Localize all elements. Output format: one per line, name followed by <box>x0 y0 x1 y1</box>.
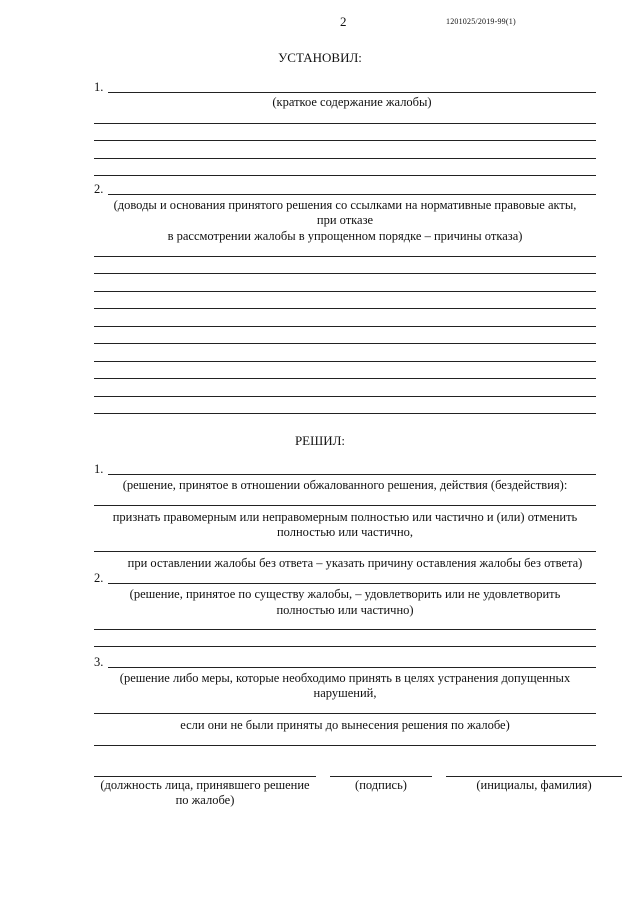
fill-line <box>94 343 596 344</box>
established-item1-caption: (краткое содержание жалобы) <box>272 95 432 109</box>
established-item2-caption-1: (доводы и основания принятого решения со ссылками на нормативные правовые акты, <box>113 198 577 212</box>
position-signature-line <box>94 776 316 777</box>
fill-line <box>108 667 596 668</box>
fill-line <box>94 175 596 176</box>
name-signature-line <box>446 776 622 777</box>
sign-caption: (подпись) <box>355 778 407 792</box>
established-item2-caption-3: в рассмотрении жалобы в упрощенном порядке – причины отказа) <box>167 229 523 243</box>
established-title: УСТАНОВИЛ: <box>278 50 362 65</box>
fill-line <box>94 158 596 159</box>
decided-item1-number: 1. <box>94 462 104 476</box>
page-number: 2 <box>340 14 347 29</box>
decided-item2-number: 2. <box>94 571 104 585</box>
fill-line <box>94 378 596 379</box>
fill-line <box>94 308 596 309</box>
established-item2-number: 2. <box>94 182 104 196</box>
fill-line <box>108 194 596 195</box>
fill-line <box>108 474 596 475</box>
decided-item1-caption-3: полностью или частично, <box>276 525 414 539</box>
fill-line <box>94 123 596 124</box>
decided-item3-caption-3: если они не были приняты до вынесения решения по жалобе) <box>180 718 510 732</box>
fill-line <box>94 361 596 362</box>
fill-line <box>94 413 596 414</box>
decided-item3-number: 3. <box>94 655 104 669</box>
fill-line <box>94 256 596 257</box>
fill-line <box>94 291 596 292</box>
fill-line <box>94 713 596 714</box>
decided-item1-caption-1: (решение, принятое в отношении обжалованного решения, действия (бездействия): <box>122 478 568 492</box>
fill-line <box>94 629 596 630</box>
fill-line <box>94 505 596 506</box>
decided-item1-caption-2: признать правомерным или неправомерным полностью или частично и (или) отменить <box>112 510 578 524</box>
decided-item3-caption-1: (решение либо меры, которые необходимо принять в целях устранения допущенных <box>119 671 571 685</box>
decided-title: РЕШИЛ: <box>294 433 346 448</box>
established-item2-caption-2: при отказе <box>316 213 374 227</box>
fill-line <box>108 92 596 93</box>
fill-line <box>94 646 596 647</box>
position-caption-2: по жалобе) <box>175 793 235 807</box>
fill-line <box>108 583 596 584</box>
doc-code: 1201025/2019-99(1) <box>446 17 516 26</box>
established-item1-number: 1. <box>94 80 104 94</box>
decided-item3-caption-2: нарушений, <box>313 686 377 700</box>
fill-line <box>94 273 596 274</box>
sign-signature-line <box>330 776 432 777</box>
position-caption-1: (должность лица, принявшего решение <box>100 778 310 792</box>
fill-line <box>94 140 596 141</box>
decided-item1-caption-4: при оставлении жалобы без ответа – указать причину оставления жалобы без ответа) <box>127 556 583 570</box>
fill-line <box>94 396 596 397</box>
decided-item2-caption-2: полностью или частично) <box>276 603 414 617</box>
fill-line <box>94 745 596 746</box>
name-caption: (инициалы, фамилия) <box>476 778 592 792</box>
fill-line <box>94 551 596 552</box>
fill-line <box>94 326 596 327</box>
decided-item2-caption-1: (решение, принятое по существу жалобы, – удовлетворить или не удовлетворить <box>129 587 561 601</box>
